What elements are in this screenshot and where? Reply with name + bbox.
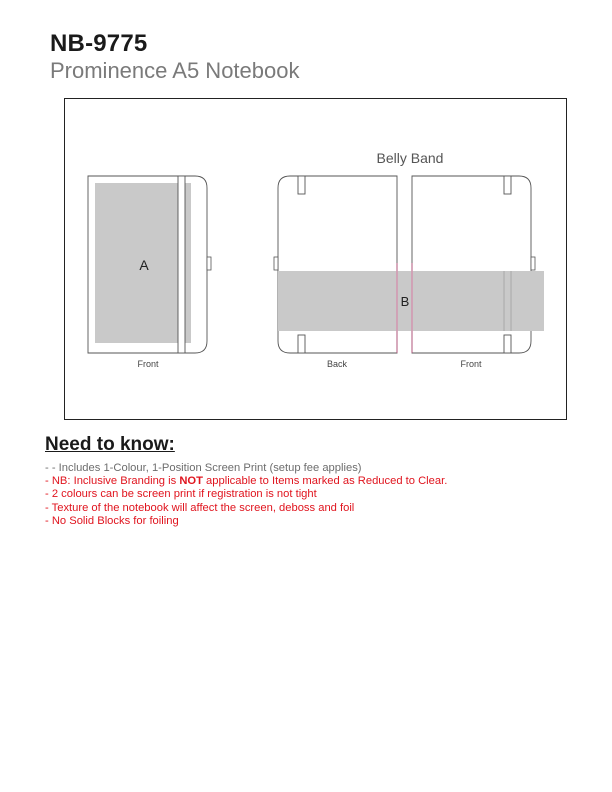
note-line-2-bold: NOT	[179, 475, 203, 488]
elastic-band	[178, 176, 185, 353]
note-line-4: - Texture of the notebook will affect the screen, deboss and foil	[45, 501, 355, 514]
front-label-right: Front	[460, 359, 482, 369]
product-name: Prominence A5 Notebook	[50, 58, 300, 83]
zone-a-label: A	[139, 257, 149, 273]
back-elastic-bottom	[298, 335, 305, 353]
notebook-diagram-svg	[65, 99, 568, 421]
front-elastic-top	[504, 176, 511, 194]
belly-band-title: Belly Band	[376, 150, 444, 166]
back-pen-loop	[274, 257, 278, 270]
note-line-1: - - Includes 1-Colour, 1-Position Screen Print (setup fee applies)	[45, 462, 362, 474]
note-line-2-pre: - NB: Inclusive Branding is	[45, 475, 180, 488]
note-line-2-post: applicable to Items marked as Reduced to Clear.	[202, 475, 448, 488]
notes-list	[45, 462, 447, 528]
front-pen-loop-2	[531, 257, 535, 270]
note-line-3: - 2 colours can be screen print if registration is not tight	[45, 488, 317, 501]
note-line-2	[45, 475, 447, 488]
pen-loop	[207, 257, 211, 270]
product-code: NB-9775	[50, 30, 148, 57]
front-label-left: Front	[137, 359, 159, 369]
back-label: Back	[326, 359, 348, 369]
front-notebook-a	[88, 176, 211, 369]
need-to-know-heading: Need to know:	[45, 434, 175, 455]
zone-b-label: B	[400, 294, 410, 309]
back-elastic-top	[298, 176, 305, 194]
front-elastic-bottom	[504, 335, 511, 353]
print-area-diagram	[64, 98, 567, 420]
note-line-5: - No Solid Blocks for foiling	[45, 514, 179, 527]
